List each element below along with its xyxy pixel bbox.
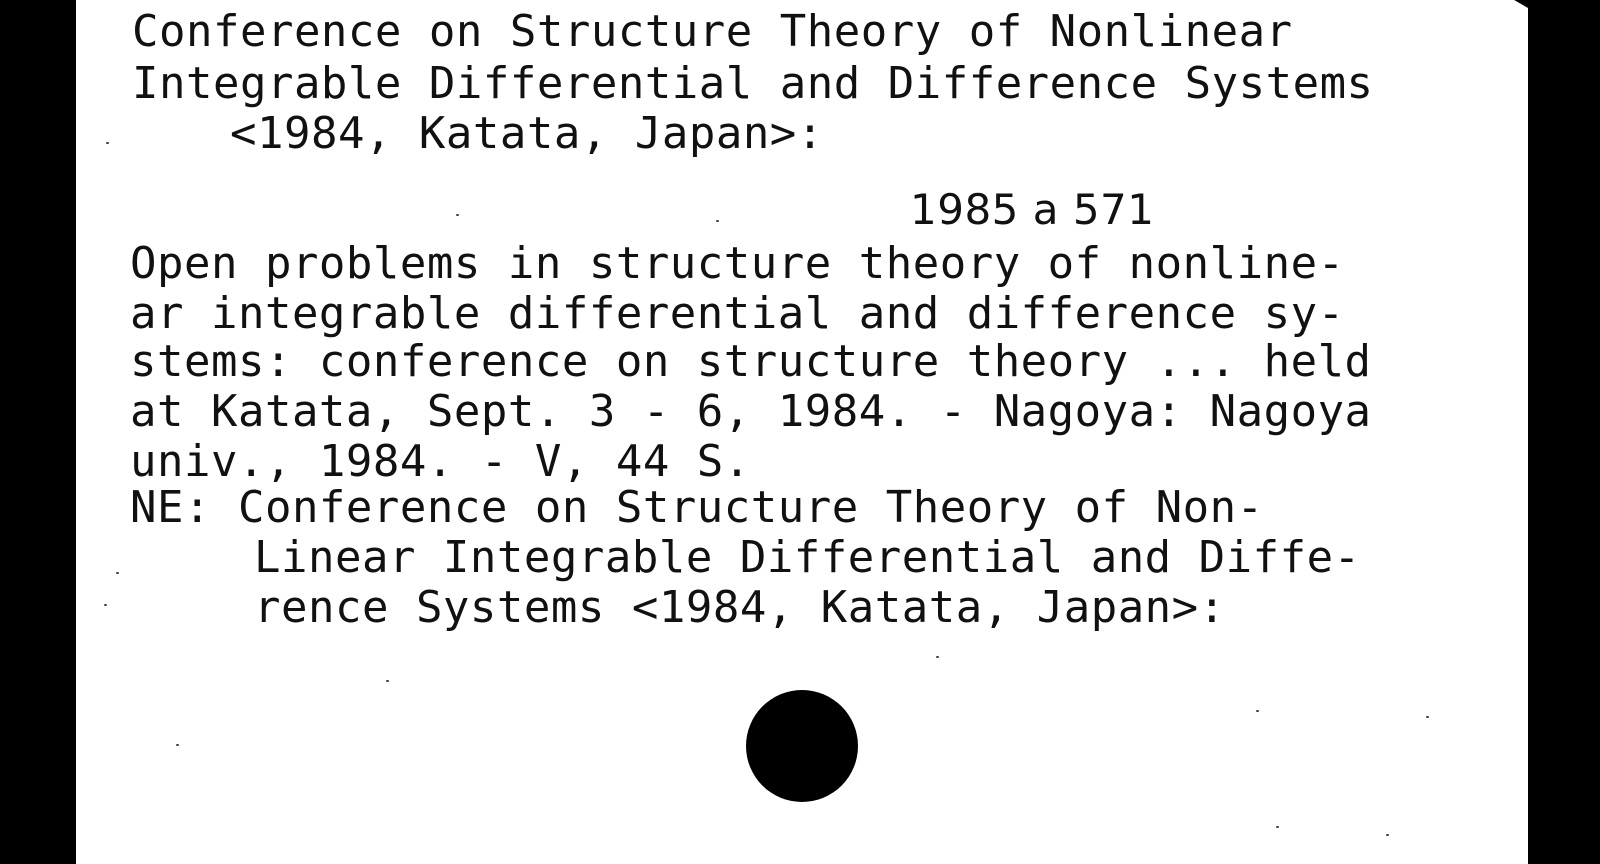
scan-speck (1276, 826, 1279, 828)
scan-speck (104, 604, 107, 606)
scan-speck (106, 142, 109, 144)
punch-hole (746, 690, 858, 802)
scan-speck (1426, 716, 1429, 718)
description-line-2: ar integrable differential and difference sy- (130, 288, 1345, 339)
scan-speck (716, 220, 719, 222)
heading-line-3: <1984, Katata, Japan>: (230, 108, 824, 159)
catalog-card (76, 0, 1528, 864)
description-line-4: at Katata, Sept. 3 - 6, 1984. - Nagoya: Nagoya (130, 386, 1372, 437)
scan-speck (1386, 834, 1389, 836)
heading-line-1: Conference on Structure Theory of Nonlinear (132, 6, 1293, 57)
scan-speck (456, 214, 459, 216)
heading-line-2: Integrable Differential and Difference Systems (132, 58, 1374, 109)
scan-speck (176, 744, 179, 746)
ne-entry-line-3: rence Systems <1984, Katata, Japan>: (254, 582, 1226, 633)
scan-speck (936, 656, 939, 658)
ne-entry-line-2: Linear Integrable Differential and Diffe- (254, 532, 1361, 583)
ne-entry-line-1: NE: Conference on Structure Theory of Non- (130, 482, 1264, 533)
scan-speck (1256, 710, 1259, 712)
description-line-1: Open problems in structure theory of nonline- (130, 238, 1345, 289)
corner-mark (1479, 0, 1528, 11)
call-number: 1985 a 571 (910, 185, 1155, 234)
scan-speck (386, 680, 389, 682)
scan-speck (116, 572, 119, 574)
description-line-3: stems: conference on structure theory ... held (130, 336, 1372, 387)
description-line-5: univ., 1984. - V, 44 S. (130, 436, 751, 487)
